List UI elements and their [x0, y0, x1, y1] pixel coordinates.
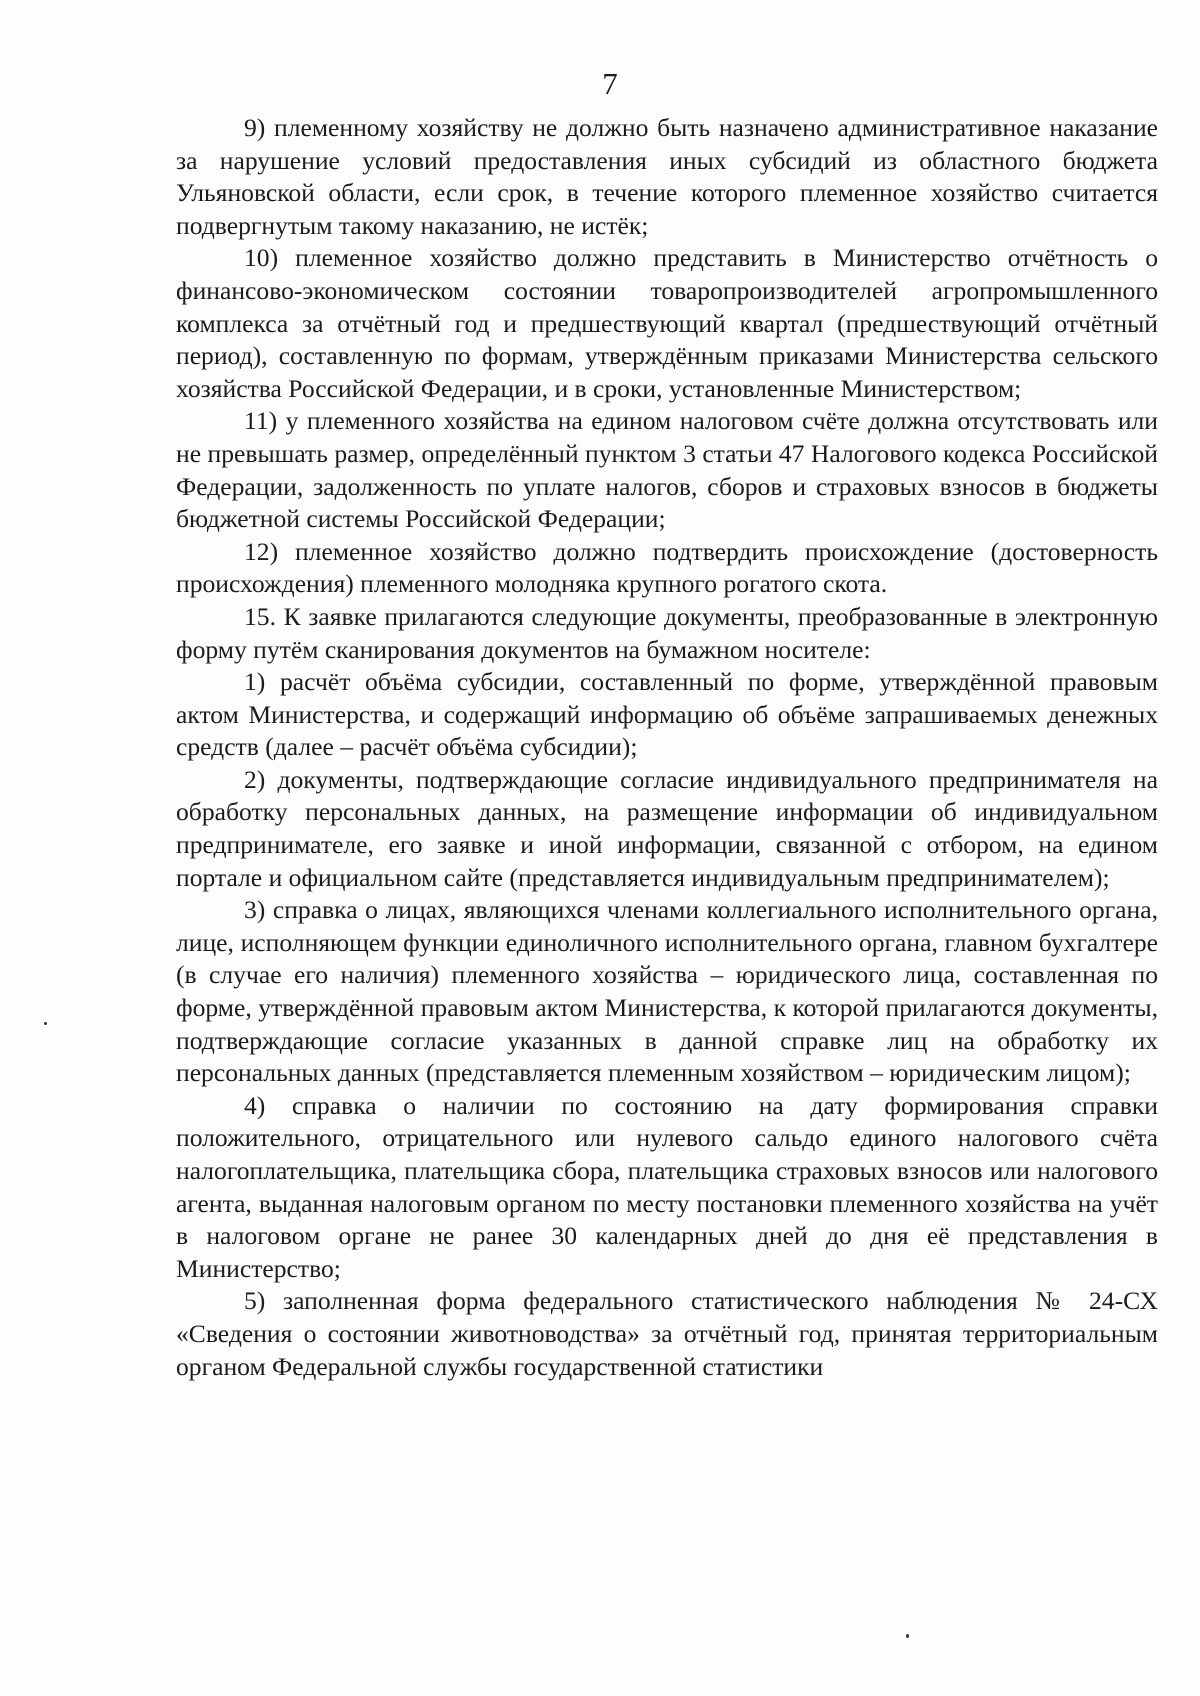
- paragraph-clause-15: 15. К заявке прилагаются следующие документы, преобразованные в электронную форму путём сканирования документов на бумажном носителе:: [176, 601, 1158, 664]
- paragraph-document-2: 2) документы, подтверждающие согласие индивидуального предпринимателя на обработку персональных данных, на размещение информации об индивидуальном предпринимателе, его заявке и иной информации, связанной с отбором, на едином портале и официальном сайте (представляется индивидуальным предпринимателем);: [176, 764, 1158, 892]
- page-number: 7: [602, 66, 618, 101]
- paragraph-item-10: 10) племенное хозяйство должно представить в Министерство отчётность о финансово-экономическом состоянии товаропроизводителей агропромышленного комплекса за отчётный год и предшествующий квартал (предшествующий отчётный период), составленную по формам, утверждённым приказами Министерства сельского хозяйства Российской Федерации, и в сроки, установленные Министерством;: [176, 243, 1158, 403]
- paragraph-document-3: 3) справка о лицах, являющихся членами коллегиального исполнительного органа, лице, исполняющем функции единоличного исполнительного органа, главном бухгалтере (в случае его наличия) племенного хозяйства – юридического лица, составленная по форме, утверждённой правовым актом Министерства, к которой прилагаются документы, подтверждающие согласие указанных в данной справке лиц на обработку их персональных данных (представляется племенным хозяйством – юридическим лицом);: [176, 895, 1158, 1088]
- paragraph-item-9: 9) племенному хозяйству не должно быть назначено административное наказание за нарушение условий предоставления иных субсидий из областного бюджета Ульяновской области, если срок, в течение которого племенное хозяйство считается подвергнутым такому наказанию, не истёк;: [176, 113, 1158, 240]
- paragraph-document-4: 4) справка о наличии по состоянию на дату формирования справки положительного, отрицательного или нулевого сальдо единого налогового счёта налогоплательщика, плательщика сбора, плательщика страховых взносов или налогового агента, выданная налоговым органом по месту постановки племенного хозяйства на учёт в налоговом органе не ранее 30 календарных дней до дня её представления в Министерство;: [176, 1090, 1158, 1283]
- paragraph-document-1: 1) расчёт объёма субсидии, составленный по форме, утверждённой правовым актом Министерства, и содержащий информацию об объёме запрашиваемых денежных средств (далее – расчёт объёма субсидии);: [176, 667, 1158, 762]
- paragraph-item-11: 11) у племенного хозяйства на едином налоговом счёте должна отсутствовать или не превышать размер, определённый пунктом 3 статьи 47 Налогового кодекса Российской Федерации, задолженность по уплате налогов, сборов и страховых взносов в бюджеты бюджетной системы Российской Федерации;: [176, 406, 1158, 534]
- scan-speck: [44, 1022, 47, 1025]
- scan-speck: [906, 1634, 909, 1638]
- paragraph-document-5: 5) заполненная форма федерального статистического наблюдения № 24-СХ «Сведения о состоянии животноводства» за отчётный год, принятая территориальным органом Федеральной службы государственной статистики: [176, 1286, 1158, 1381]
- paragraph-item-12: 12) племенное хозяйство должно подтвердить происхождение (достоверность происхождения) племенного молодняка крупного рогатого скота.: [176, 536, 1158, 599]
- document-body: [176, 112, 1158, 1383]
